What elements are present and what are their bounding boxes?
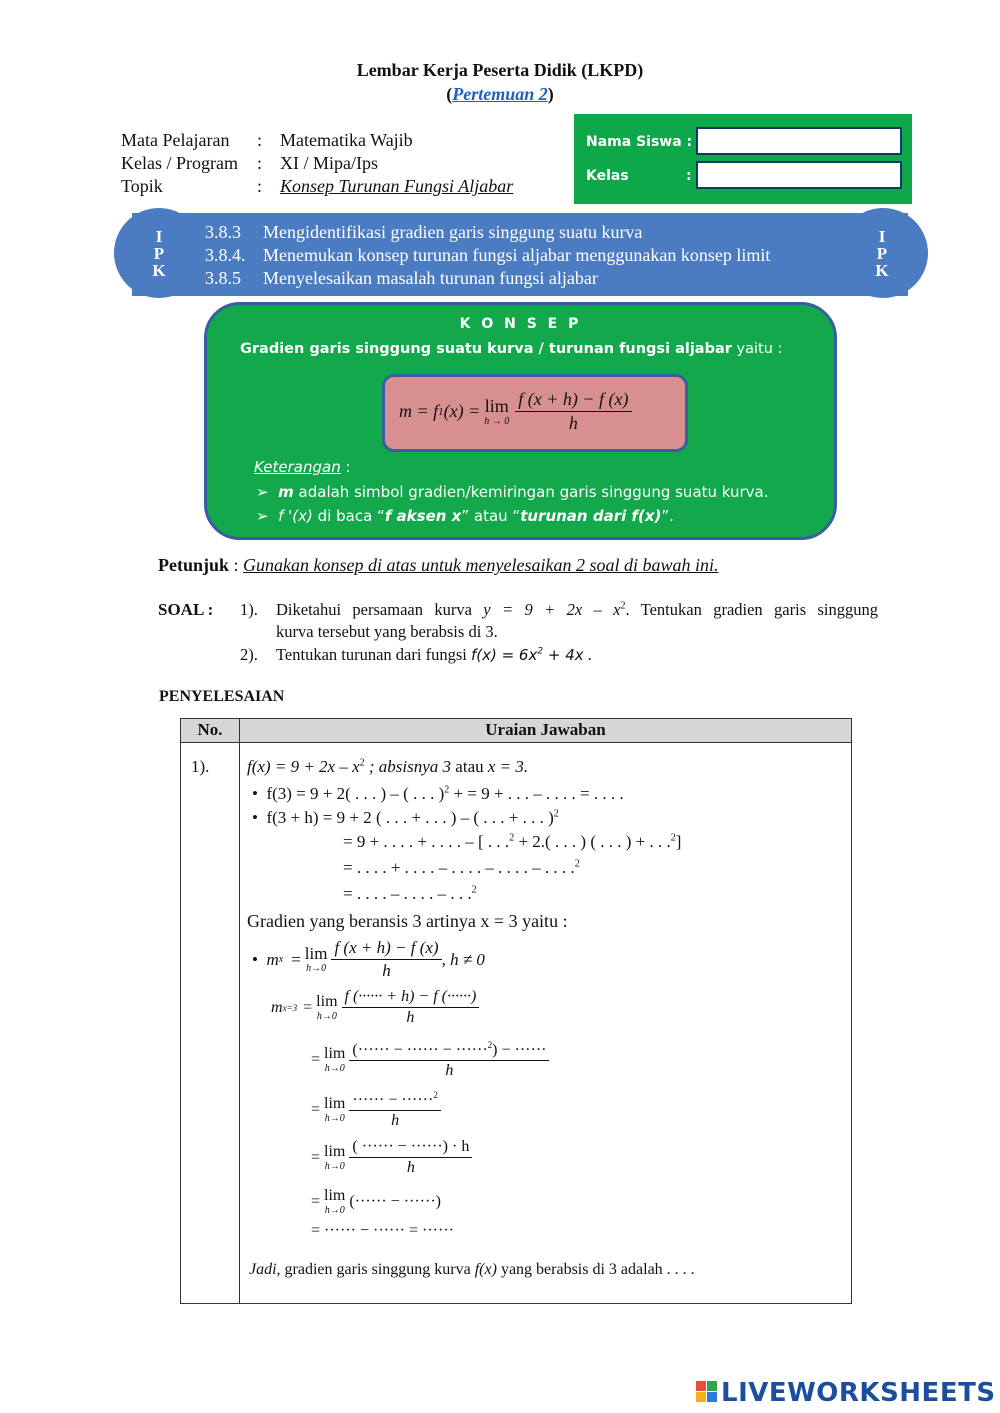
answer-line-expand: = 9 + . . . . + . . . . – [ . . .$^2$ + 2.( . . . ) ( . . . ) + . . .$^2$]	[343, 832, 682, 851]
bullet-icon: •	[252, 808, 258, 827]
page-title: Lembar Kerja Peserta Didik (LKPD)	[356, 60, 644, 80]
bullet-icon: •	[252, 949, 258, 969]
question-number: 2).	[240, 645, 258, 664]
ipk-item: 3.8.3 Mengidentifikasi gradien garis singgung suatu kurva	[205, 222, 643, 242]
answer-line-f3: • f(3) = 9 + 2( . . . ) – ( . . . )$^2$ + = 9 + . . . – . . . . = . . . .	[252, 784, 624, 803]
limit-step: = lim h→0 $\frac{\cdot\cdot\cdot\cdot\cdot\cdot - \cdot\cdot\cdot\cdot\cdot\cdot^2}{h}$	[311, 1090, 441, 1130]
limit-definition: • m x = lim h→0 $\frac{f (x + h) - f (x)}{h}$ , h ≠ 0	[252, 938, 485, 980]
ipk-right-label: I P K	[875, 227, 889, 280]
student-class-label: Kelas	[586, 168, 629, 184]
keterangan-label: Keterangan :	[254, 458, 351, 476]
concept-subtitle: Gradien garis singgung suatu kurva / turunan fungsi aljabar yaitu :	[240, 341, 783, 357]
answer-line-result: = . . . . – . . . . – . . .$^2$	[343, 884, 477, 903]
ipk-item: 3.8.4. Menemukan konsep turunan fungsi aljabar menggunakan konsep limit	[205, 245, 771, 265]
instruction: Petunjuk : Gunakan konsep di atas untuk menyelesaikan 2 soal di bawah ini.	[158, 555, 719, 575]
liveworksheets-logo[interactable]: LIVEWORKSHEETS	[696, 1378, 996, 1408]
arrow-bullet-icon: ➢	[256, 483, 269, 501]
derivative-formula-box	[382, 374, 688, 452]
question-text: Diketahui persamaan kurva $y = 9 + 2x - x^2$. Tentukan gradien garis singgung	[276, 600, 878, 619]
student-name-label: Nama Siswa :	[586, 134, 693, 150]
page-subtitle: (Pertemuan 2)	[446, 84, 554, 104]
conclusion: Jadi, gradien garis singgung kurva f(x) yang berabsis di 3 adalah . . . .	[249, 1261, 695, 1278]
bullet-icon: •	[252, 784, 258, 803]
note-item: ➢ m adalah simbol gradien/kemiringan garis singgung suatu kurva.	[256, 483, 769, 501]
limit-step: = lim h→0 $\frac{( \cdot\cdot\cdot\cdot\cdot\cdot - \cdot\cdot\cdot\cdot\cdot\cdot) \cdot h}{h}$	[311, 1138, 472, 1177]
student-info-box	[574, 114, 912, 204]
answer-line-fx: $f(x) = 9 + 2x - x^2$ ; absisnya 3 atau x = 3.	[247, 757, 529, 776]
note-item: ➢ f '(x) di baca “f aksen x” atau “turunan dari f(x)”.	[256, 507, 674, 525]
ipk-item: 3.8.5 Menyelesaikan masalah turunan fungsi aljabar	[205, 268, 598, 288]
student-class-colon: :	[686, 168, 692, 184]
solution-label: PENYELESAIAN	[159, 688, 285, 705]
concept-title: K O N S E P	[459, 316, 582, 332]
limit-step: = lim h→0 (······ − ······)	[311, 1187, 441, 1216]
question-number: 1).	[240, 600, 258, 619]
soal-label: SOAL :	[158, 600, 214, 619]
limit-step: = lim h→0 $\frac{(\cdot\cdot\cdot\cdot\cdot\cdot - \cdot\cdot\cdot\cdot\cdot\cdot - \cdot\cdot\cdot\cdot\cdot\cdot^2) - \cdot\cdot\cdot\cdot\cdot\cdot}{h}$	[311, 1040, 549, 1080]
col-header-no: No.	[197, 720, 223, 739]
limit-step: m x=3 = lim h→0 $\frac{f (\cdot\cdot\cdot\cdot\cdot\cdot + h) - f (\cdot\cdot\cdot\cdot\cdot\cdot)}{h}$	[271, 988, 479, 1027]
answer-line-f3h: • f(3 + h) = 9 + 2 ( . . . + . . . ) – ( . . . + . . . )$^2$	[252, 808, 559, 827]
liveworksheets-logo-icon	[696, 1381, 718, 1403]
meeting-link[interactable]: Pertemuan 2	[452, 84, 548, 104]
row-number: 1).	[191, 757, 210, 776]
arrow-bullet-icon: ➢	[256, 507, 269, 525]
question-text-line2: kurva tersebut yang berabsis di 3.	[276, 622, 498, 641]
col-header-answer: Uraian Jawaban	[485, 720, 606, 739]
student-name-input[interactable]	[696, 127, 902, 155]
gradient-statement: Gradien yang beransis 3 artinya x = 3 yaitu :	[247, 911, 568, 931]
limit-final: = ······ − ······ = ······	[311, 1222, 454, 1239]
student-class-input[interactable]	[696, 161, 902, 189]
derivative-formula: m = f 1 (x) = lim h → 0 $\frac{f (x + h) - f (x)}{h}$	[399, 389, 632, 434]
answer-line-simplify: = . . . . + . . . . – . . . . – . . . . – . . . .$^2$	[343, 858, 580, 877]
question-text: Tentukan turunan dari fungsi $f(x) = 6x^2 + 4x$ .	[276, 645, 592, 664]
ipk-left-label: I P K	[152, 227, 166, 280]
table-divider	[239, 719, 240, 1303]
